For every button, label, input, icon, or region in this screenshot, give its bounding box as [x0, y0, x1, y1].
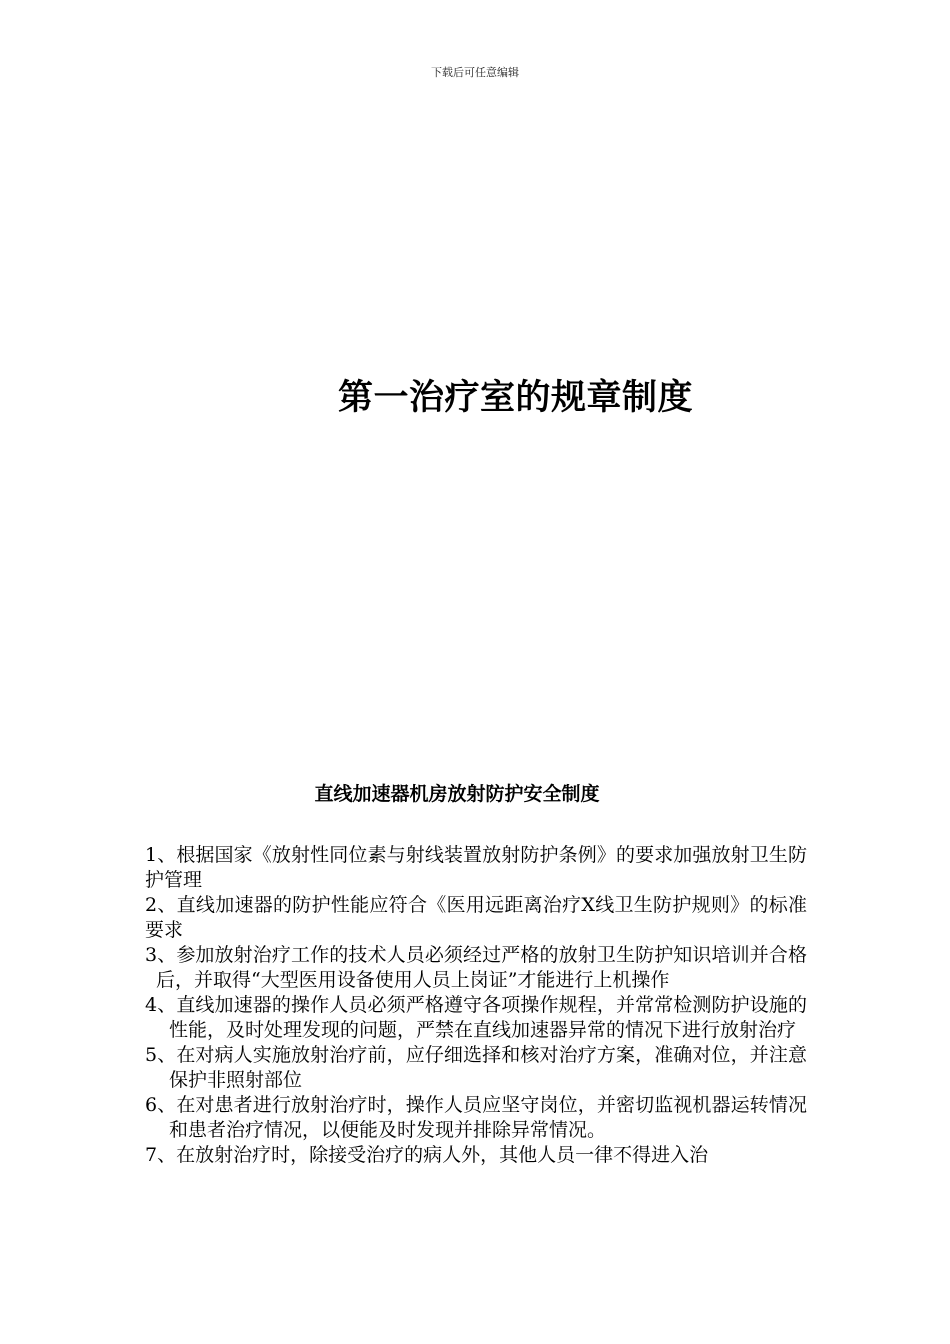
section-title: 直线加速器机房放射防护安全制度 [314, 783, 600, 805]
rule-item-1: 1、根据国家《放射性同位素与射线装置放射防护条例》的要求加强放射卫生防护管理 [145, 844, 807, 891]
rule-item-7: 7、在放射治疗时，除接受治疗的病人外，其他人员一律不得进入治 [145, 1144, 709, 1166]
rule-item-5: 5、在对病人实施放射治疗前，应仔细选择和核对治疗方案，准确对位，并注意保护非照射部位 [145, 1044, 807, 1091]
rule-item-2: 2、直线加速器的防护性能应符合《医用远距离治疗X线卫生防护规则》的标准要求 [145, 894, 807, 941]
page-header-note: 下载后可任意编辑 [431, 66, 519, 79]
rule-item-4: 4、直线加速器的操作人员必须严格遵守各项操作规程，并常常检测防护设施的性能，及时处理发现的问题，严禁在直线加速器异常的情况下进行放射治疗 [145, 994, 807, 1041]
rule-item-6: 6、在对患者进行放射治疗时，操作人员应坚守岗位，并密切监视机器运转情况和患者治疗情况，以便能及时发现并排除异常情况。 [145, 1094, 807, 1141]
rule-item-3: 3、参加放射治疗工作的技术人员必须经过严格的放射卫生防护知识培训并合格后，并取得“大型医用设备使用人员上岗证”才能进行上机操作 [145, 944, 807, 991]
main-title: 第一治疗室的规章制度 [338, 378, 694, 418]
rules-list [145, 843, 807, 1168]
